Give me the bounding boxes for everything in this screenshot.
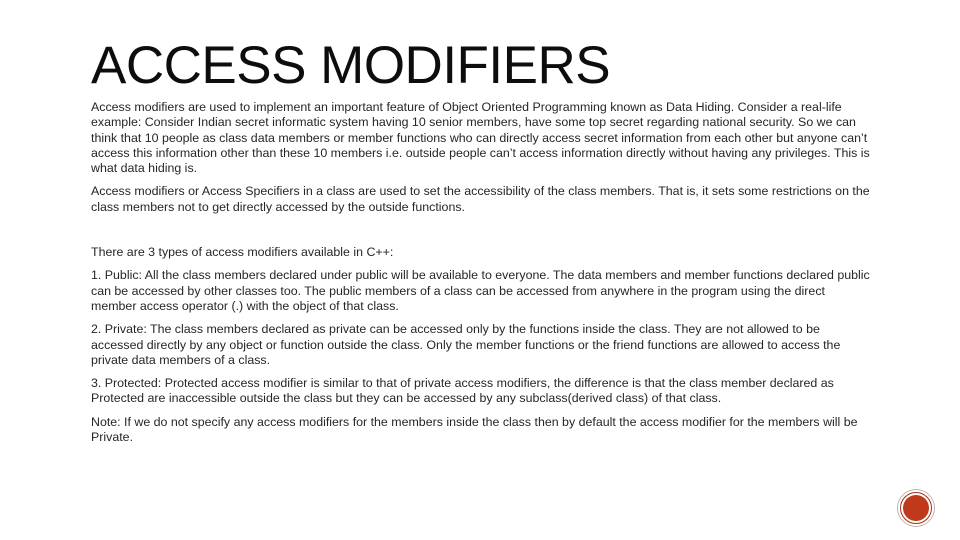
paragraph-private: 2. Private: The class members declared as private can be accessed only by the functions inside the class. They are not allowed to be accessed directly by any object or function outside the class. Only the member functions or the friend functions are allowed to access the private data members of a class.	[91, 322, 841, 367]
paragraph-protected: 3. Protected: Protected access modifier is similar to that of private access modifiers, the difference is that the class member declared as Protected are inaccessible outside the class but they can be accessed by any subclass(derived class) of that class.	[91, 376, 834, 406]
slide-badge-icon	[898, 490, 934, 526]
paragraph-note: Note: If we do not specify any access modifiers for the members inside the class then by default the access modifier for the members will be Private.	[91, 414, 858, 445]
paragraph-public: 1. Public: All the class members declared under public will be available to everyone. The data members and member functions declared public can be accessed by other classes too. The public members of a class can be accessed from anywhere in the program using the direct member access operator (.) with the object of that class.	[91, 268, 870, 313]
paragraph-access-specifiers: Access modifiers or Access Specifiers in a class are used to set the accessibility of the class members. That is, it sets some restrictions on the class members not to get directly accessed by the outside functions.	[91, 184, 870, 214]
paragraph-data-hiding: Access modifiers are used to implement an important feature of Object Oriented Programming known as Data Hiding. Consider a real-life example: Consider Indian secret informatic system having 10 senior members, have some top secret regarding national security. So we can think that 10 people as class data members or member functions who can directly access secret information from each other but anyone can’t access this information other than these 10 members i.e. outside people can’t access information directly without having any privileges. This is what data hiding is.	[91, 100, 870, 176]
paragraph-types-intro: There are 3 types of access modifiers available in C++:	[91, 245, 394, 260]
slide-title: ACCESS MODIFIERS	[91, 36, 611, 95]
slide-body	[91, 100, 871, 453]
badge-dot	[903, 495, 929, 521]
